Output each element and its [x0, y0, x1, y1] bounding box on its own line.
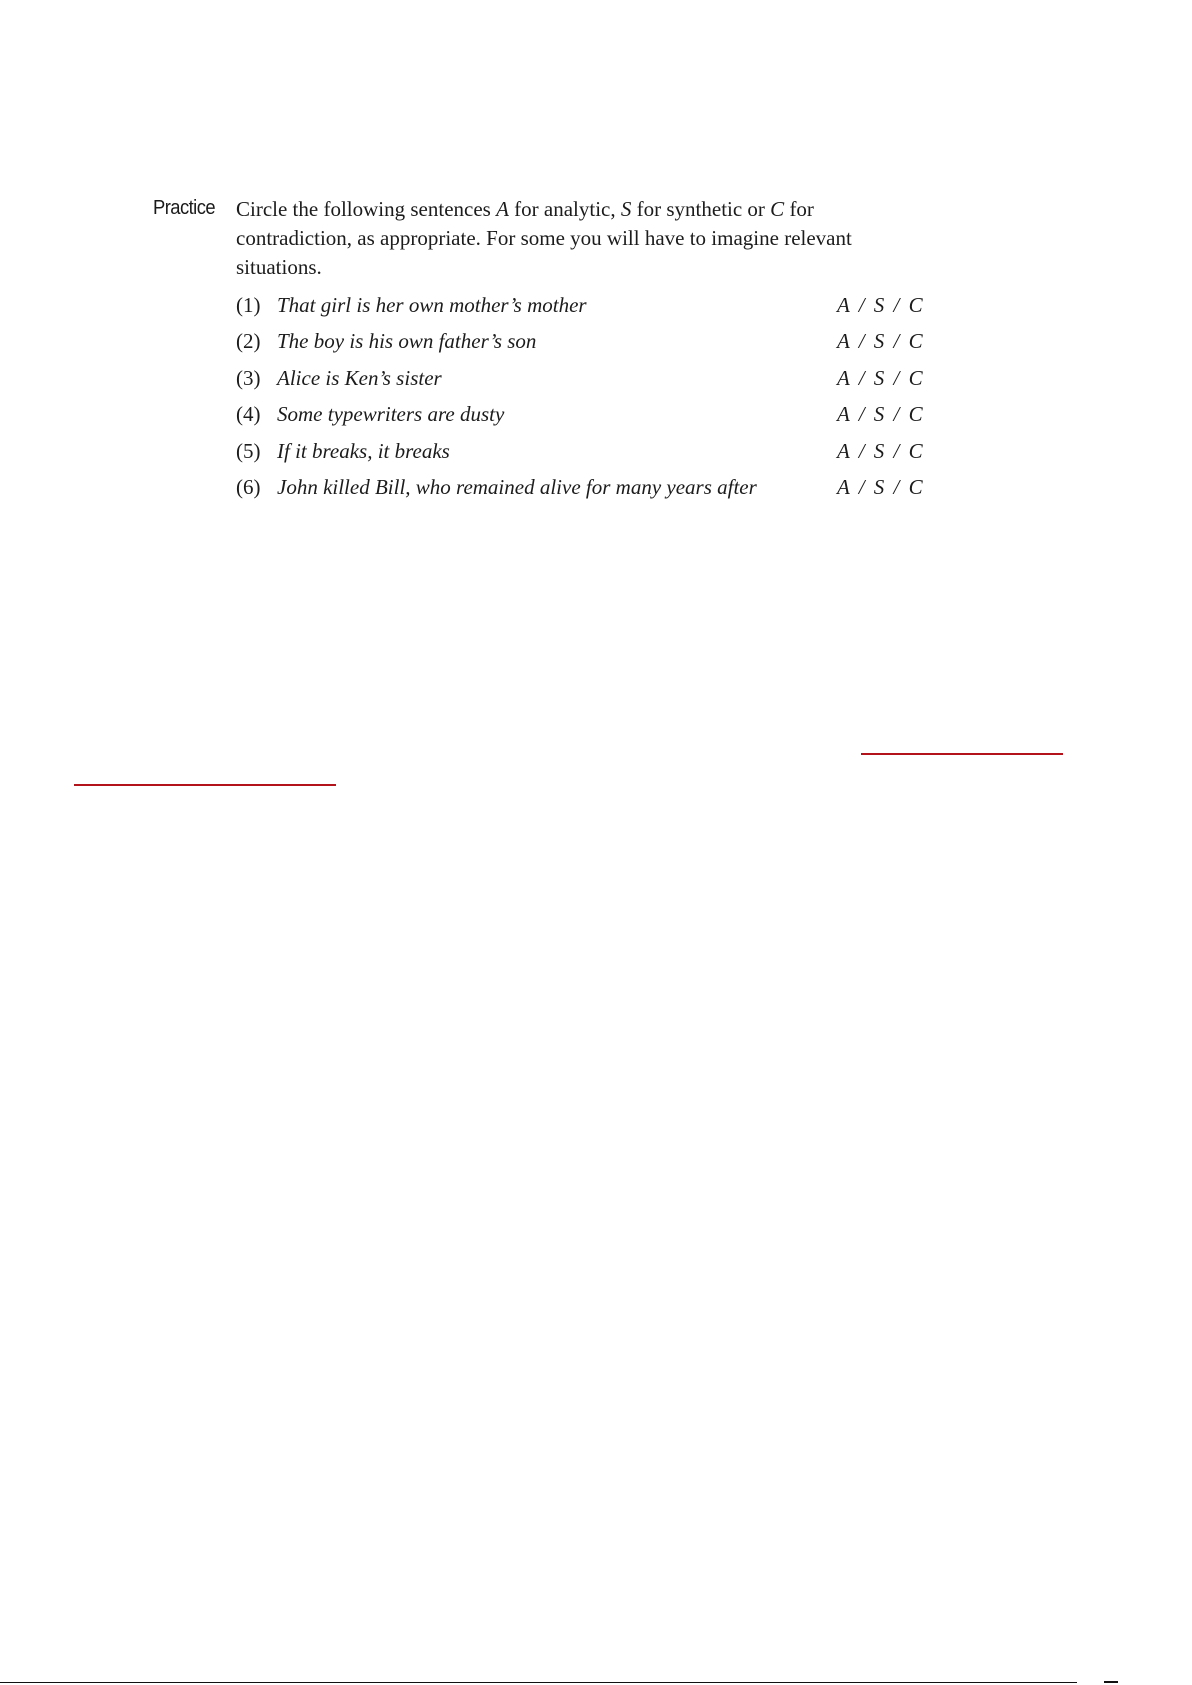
exercise-item	[236, 291, 936, 327]
answer-choices: A / S / C	[837, 365, 925, 390]
exercise-item	[236, 327, 936, 363]
instructions-segment-analytic-letter: A	[496, 197, 509, 221]
item-number: (2)	[236, 329, 261, 354]
exercise-item	[236, 400, 936, 436]
exercise-item	[236, 437, 936, 473]
item-sentence: Alice is Ken’s sister	[277, 365, 442, 390]
item-number: (3)	[236, 365, 261, 390]
instructions-segment: Circle the following sentences	[236, 197, 497, 221]
exercise-item	[236, 364, 936, 400]
item-sentence: If it breaks, it breaks	[277, 438, 450, 463]
item-number: (1)	[236, 293, 261, 317]
answer-choices: A / S / C	[837, 402, 925, 427]
footer-rule	[0, 1682, 1077, 1683]
exercise-list	[236, 291, 936, 509]
instructions-segment-synthetic-letter: S	[620, 197, 632, 221]
item-sentence: John killed Bill, who remained alive for many years after	[277, 474, 757, 499]
item-number: (4)	[236, 402, 261, 427]
answer-choices: A / S / C	[837, 474, 925, 499]
answer-choices: A / S / C	[837, 329, 925, 354]
item-number: (5)	[236, 438, 261, 463]
instructions-segment: for analytic,	[508, 197, 621, 221]
answer-choices: A / S / C	[837, 438, 925, 463]
item-sentence: The boy is his own father’s son	[277, 329, 537, 354]
instructions-segment: for contradiction, as appropriate. For some you will have to imagine relevant situations.	[236, 197, 852, 279]
footer-mark	[1104, 1681, 1118, 1683]
answer-choices: A / S / C	[837, 293, 925, 317]
instructions-segment: for synthetic or	[631, 197, 771, 221]
exercise-item	[236, 473, 936, 509]
item-number: (6)	[236, 474, 261, 499]
item-sentence: Some typewriters are dusty	[277, 402, 505, 427]
practice-label: Practice	[153, 197, 216, 219]
red-underline	[74, 784, 336, 786]
red-underline	[861, 753, 1063, 755]
instructions-text	[236, 195, 916, 282]
instructions-segment-contradiction-letter: C	[770, 197, 785, 221]
item-sentence: That girl is her own mother’s mother	[277, 293, 587, 317]
